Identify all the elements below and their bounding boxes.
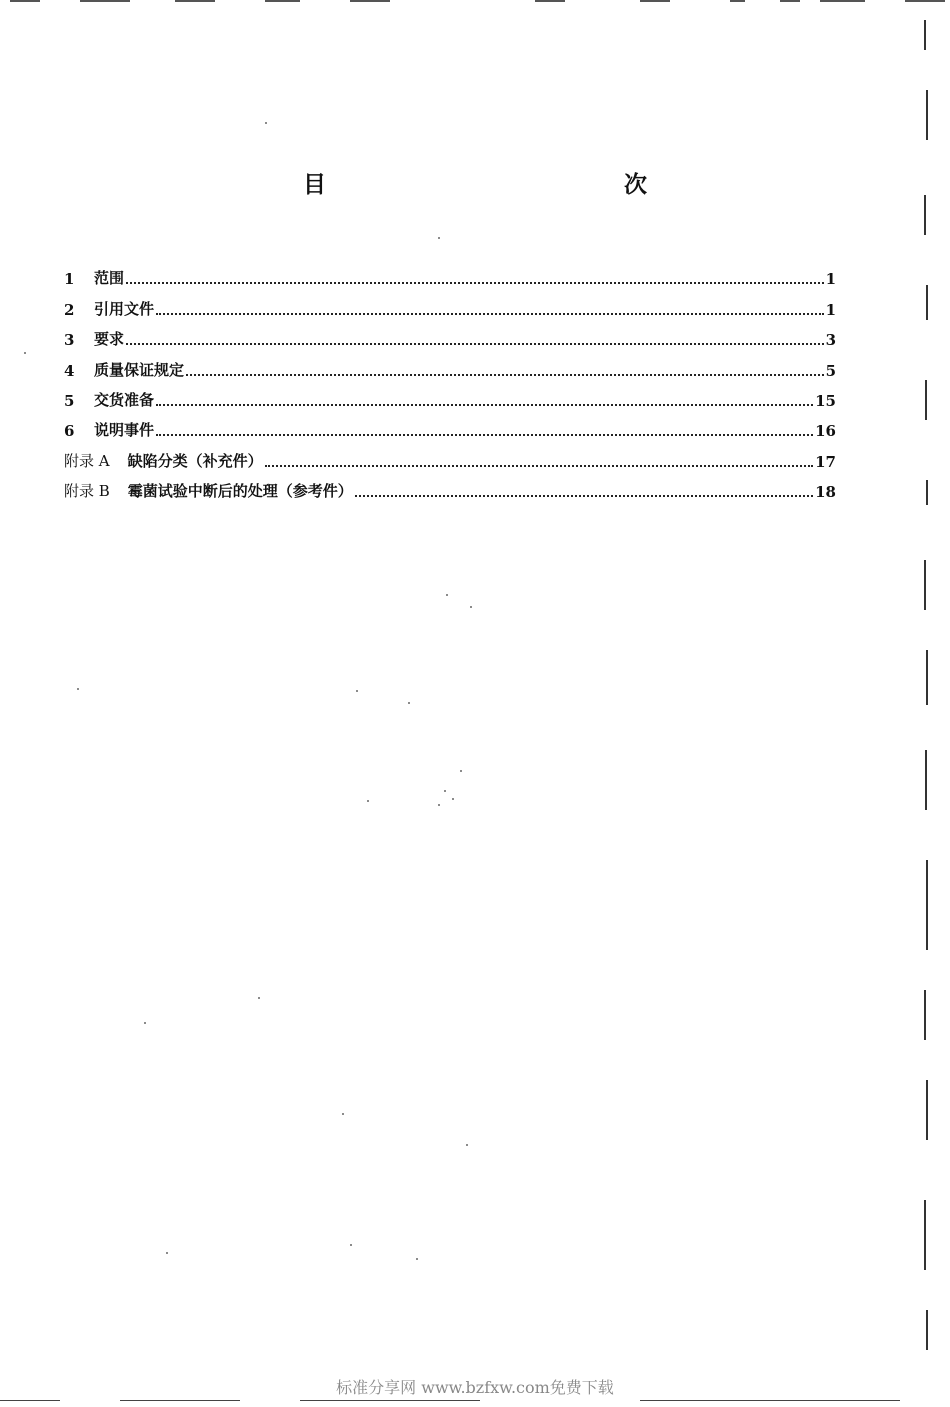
toc-entry[interactable] xyxy=(64,288,836,318)
toc-entry-page: 1 xyxy=(825,300,836,319)
toc-entry-number: 附录 B xyxy=(64,482,110,501)
toc-entry-number: 1 xyxy=(64,270,75,289)
footer-watermark: 标准分享网 www.bzfxw.com免费下载 xyxy=(336,1378,614,1397)
scan-right-edge xyxy=(918,0,950,1407)
page-title: 目 次 xyxy=(303,172,731,198)
toc-entry-number: 附录 A xyxy=(64,451,110,470)
toc-entry-title: 要求 xyxy=(94,330,125,349)
toc-entry-page: 17 xyxy=(815,452,836,471)
toc-entry-title: 霉菌试验中断后的处理（参考件） xyxy=(127,482,353,501)
toc-leader-dots xyxy=(126,342,824,345)
toc-entry-page: 18 xyxy=(815,483,836,502)
toc-entry-number: 3 xyxy=(64,331,75,350)
toc-leader-dots xyxy=(156,312,824,315)
toc-leader-dots xyxy=(355,494,813,497)
toc-entry-number: 4 xyxy=(64,361,75,380)
toc-entry[interactable] xyxy=(64,319,836,349)
toc-entry-title: 范围 xyxy=(94,269,125,288)
toc-entry-number: 6 xyxy=(64,422,75,441)
toc-entry-appendix[interactable] xyxy=(64,440,836,470)
toc-leader-dots xyxy=(186,373,824,376)
toc-entry-title: 质量保证规定 xyxy=(94,360,185,379)
toc-entry-page: 1 xyxy=(825,270,836,289)
toc-leader-dots xyxy=(156,433,813,436)
toc-leader-dots xyxy=(126,281,824,284)
toc-entry-page: 16 xyxy=(815,422,836,441)
toc-entry-appendix[interactable] xyxy=(64,471,836,501)
table-of-contents xyxy=(64,258,836,501)
toc-entry[interactable] xyxy=(64,410,836,440)
toc-entry[interactable] xyxy=(64,258,836,288)
toc-entry-title: 交货准备 xyxy=(94,390,155,409)
toc-entry[interactable] xyxy=(64,380,836,410)
toc-leader-dots xyxy=(156,403,813,406)
toc-entry-number: 5 xyxy=(64,391,75,410)
toc-entry[interactable] xyxy=(64,349,836,379)
toc-entry-number: 2 xyxy=(64,300,75,319)
scan-top-edge xyxy=(0,0,950,4)
toc-entry-title: 引用文件 xyxy=(94,299,155,318)
toc-entry-page: 3 xyxy=(825,331,836,350)
toc-entry-title: 说明事件 xyxy=(94,421,155,440)
toc-entry-title: 缺陷分类（补充件） xyxy=(127,451,263,470)
toc-leader-dots xyxy=(265,464,814,467)
scan-bottom-edge xyxy=(0,1400,950,1404)
toc-entry-page: 15 xyxy=(815,391,836,410)
toc-entry-page: 5 xyxy=(825,361,836,380)
